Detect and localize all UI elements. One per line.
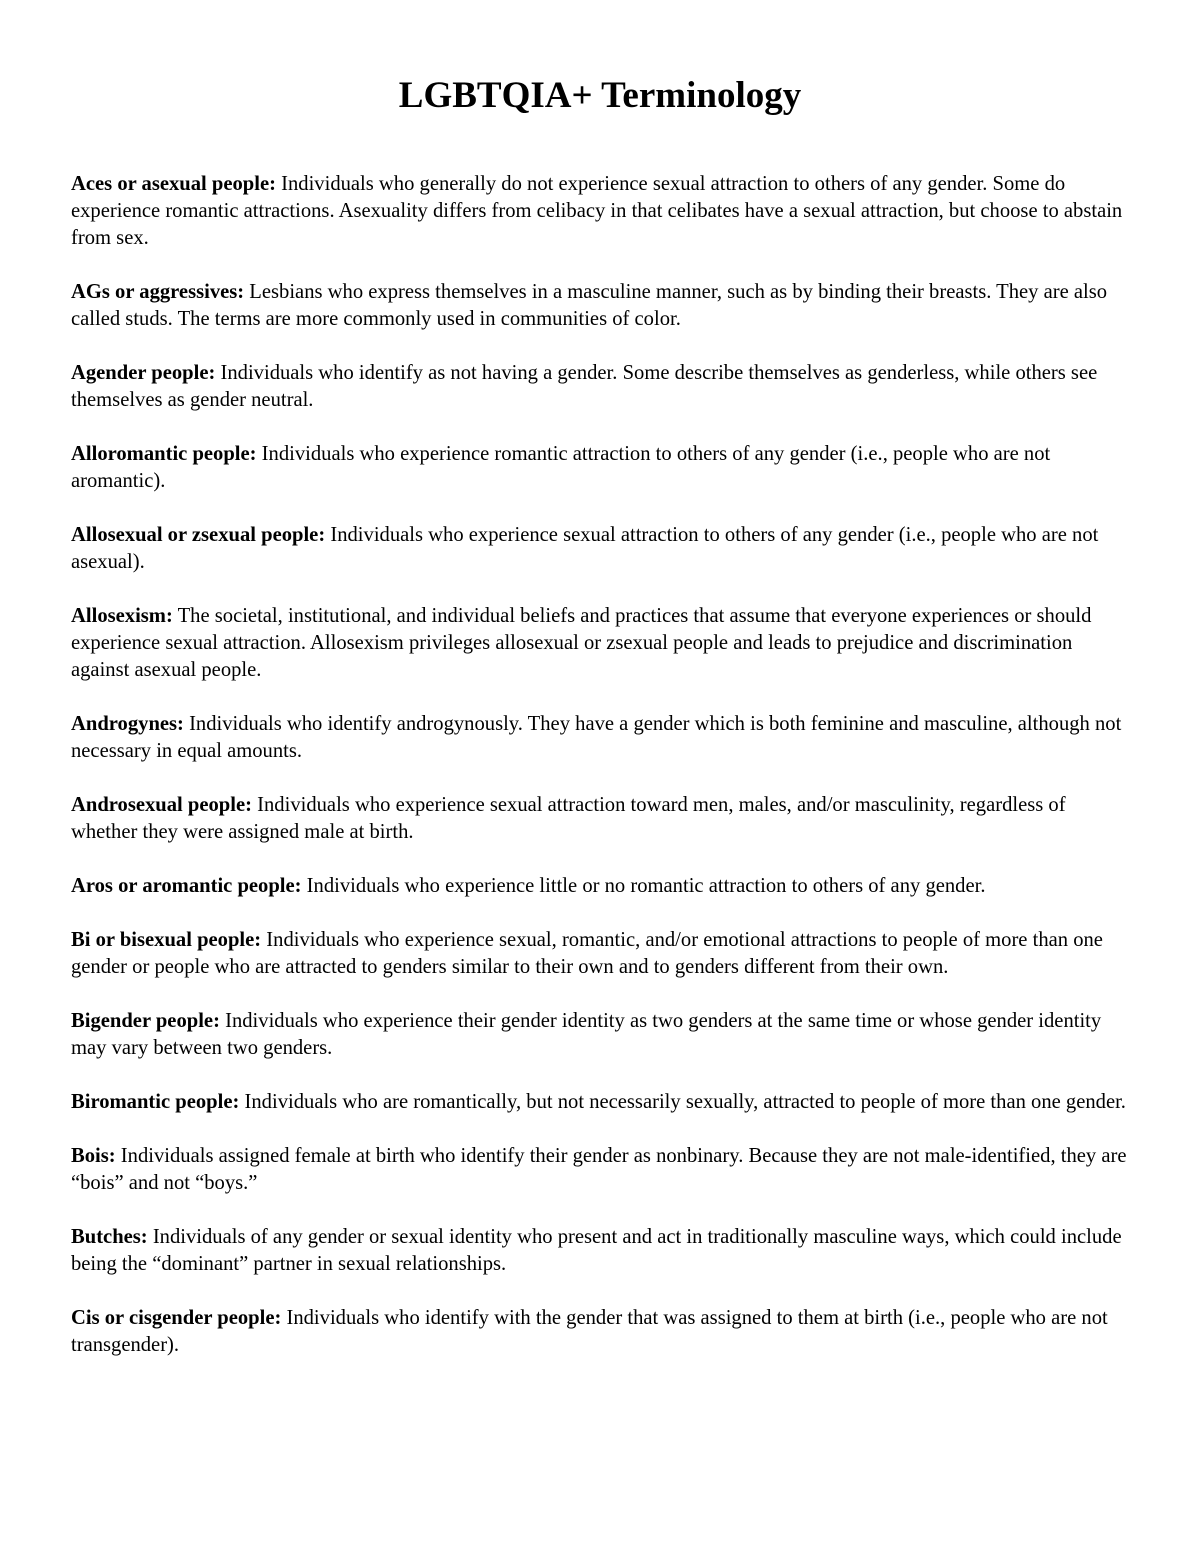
glossary-entry [71, 603, 1133, 684]
glossary-entry [71, 1143, 1133, 1197]
glossary-definition: Individuals assigned female at birth who identify their gender as nonbinary. Because they are not male-identified, they are “bois” and not “boys.” [71, 1145, 1127, 1194]
glossary-term: Allosexual or zsexual people: [71, 524, 326, 546]
glossary-term: Androsexual people: [71, 794, 252, 816]
glossary-term: Aros or aromantic people: [71, 875, 302, 897]
glossary-definition: Individuals who experience romantic attraction to others of any gender (i.e., people who are not aromantic). [71, 443, 1051, 492]
glossary-definition: Individuals who experience sexual attraction toward men, males, and/or masculinity, regardless of whether they were assigned male at birth. [71, 794, 1066, 843]
glossary-entry [71, 1224, 1133, 1278]
glossary-definition: Lesbians who express themselves in a masculine manner, such as by binding their breasts. They are also called studs. The terms are more commonly used in communities of color. [71, 281, 1108, 330]
glossary-term: Allosexism: [71, 605, 173, 627]
glossary-definition: Individuals who experience their gender identity as two genders at the same time or whose gender identity may vary between two genders. [71, 1010, 1102, 1059]
glossary-term: AGs or aggressives: [71, 281, 245, 303]
glossary-definition: Individuals who are romantically, but not necessarily sexually, attracted to people of more than one gender. [244, 1091, 1126, 1113]
glossary-definition: Individuals who identify with the gender that was assigned to them at birth (i.e., people who are not transgender). [71, 1307, 1108, 1356]
glossary-entry [71, 792, 1133, 846]
glossary-term: Bois: [71, 1145, 116, 1167]
glossary-entry [71, 441, 1133, 495]
glossary-term: Agender people: [71, 362, 216, 384]
glossary-term: Butches: [71, 1226, 148, 1248]
page-title: LGBTQIA+ Terminology [398, 75, 802, 116]
glossary-entry [71, 1305, 1133, 1359]
glossary-definition: Individuals who generally do not experience sexual attraction to others of any gender. Some do experience romantic attractions. Asexuality differs from celibacy in that celibates have a sexual attraction, but choose to abstain from sex. [71, 173, 1123, 249]
glossary-entry [71, 522, 1133, 576]
glossary-term: Bigender people: [71, 1010, 220, 1032]
glossary-entry [71, 927, 1133, 981]
glossary-entry [71, 711, 1133, 765]
glossary-entry [71, 279, 1133, 333]
glossary-entry [71, 171, 1133, 252]
glossary-term: Androgynes: [71, 713, 184, 735]
glossary-term: Alloromantic people: [71, 443, 257, 465]
glossary-term: Cis or cisgender people: [71, 1307, 282, 1329]
glossary-entry [71, 1008, 1133, 1062]
glossary-definition: Individuals who identify as not having a gender. Some describe themselves as genderless, while others see themselves as gender neutral. [71, 362, 1098, 411]
glossary-definition: Individuals who experience sexual attraction to others of any gender (i.e., people who are not asexual). [71, 524, 1099, 573]
glossary-definition: Individuals who experience sexual, romantic, and/or emotional attractions to people of more than one gender or people who are attracted to genders similar to their own and to genders different from their own. [71, 929, 1103, 978]
glossary-term: Biromantic people: [71, 1091, 240, 1113]
glossary-definition: Individuals who identify androgynously. They have a gender which is both feminine and masculine, although not necessary in equal amounts. [71, 713, 1122, 762]
glossary-list [71, 171, 1133, 1386]
glossary-term: Aces or asexual people: [71, 173, 276, 195]
glossary-definition: Individuals who experience little or no romantic attraction to others of any gender. [306, 875, 986, 897]
glossary-definition: Individuals of any gender or sexual identity who present and act in traditionally masculine ways, which could include being the “dominant” partner in sexual relationships. [71, 1226, 1122, 1275]
glossary-entry [71, 1089, 1133, 1116]
glossary-definition: The societal, institutional, and individual beliefs and practices that assume that everyone experiences or should experience sexual attraction. Allosexism privileges allosexual or zsexual people and leads to prejudice and discrimination against asexual people. [71, 605, 1092, 681]
glossary-term: Bi or bisexual people: [71, 929, 262, 951]
glossary-entry [71, 360, 1133, 414]
glossary-entry [71, 873, 1133, 900]
